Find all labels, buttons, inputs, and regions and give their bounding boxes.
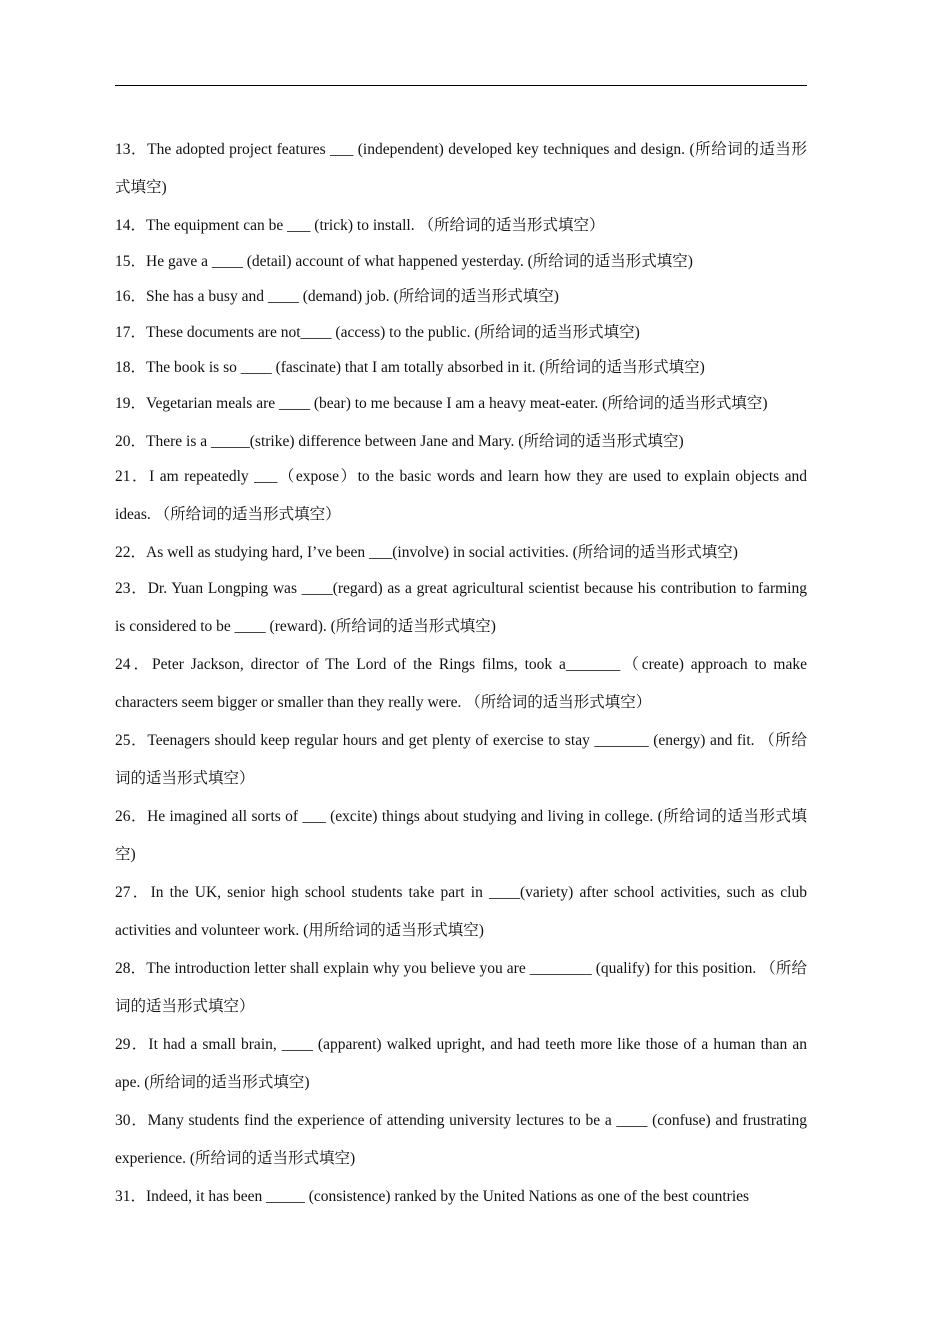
question-item <box>115 207 807 245</box>
question-text: He gave a ____ (detail) account of what happened yesterday. (所给词的适当形式填空) <box>146 252 693 270</box>
question-number: 28． <box>115 959 147 977</box>
question-number: 25． <box>115 731 148 749</box>
question-text: There is a _____(strike) difference between Jane and Mary. (所给词的适当形式填空) <box>146 432 684 450</box>
question-number: 30． <box>115 1111 148 1129</box>
question-item <box>115 458 807 534</box>
question-text: The book is so ____ (fascinate) that I am totally absorbed in it. (所给词的适当形式填空) <box>146 359 705 376</box>
question-text: The equipment can be ___ (trick) to install. （所给词的适当形式填空） <box>146 217 605 234</box>
question-number: 14． <box>115 217 147 234</box>
question-text: These documents are not____ (access) to the public. (所给词的适当形式填空) <box>146 323 640 341</box>
question-number: 13． <box>115 141 148 158</box>
question-number: 15． <box>115 252 147 270</box>
question-item <box>115 646 807 722</box>
question-list <box>115 131 807 1216</box>
question-text: She has a busy and ____ (demand) job. (所给词的适当形式填空) <box>146 288 559 305</box>
question-item <box>115 278 807 316</box>
question-item <box>115 314 807 352</box>
question-number: 26． <box>115 807 148 825</box>
question-item <box>115 423 807 461</box>
question-item <box>115 349 807 387</box>
question-text: Teenagers should keep regular hours and get plenty of exercise to stay _______ (energy) and fit. （所给词的适当形式填空） <box>115 731 807 787</box>
question-text: In the UK, senior high school students take part in ____(variety) after school activities, such as club activities and volunteer work. (用所给词的适当形式填空) <box>115 883 807 939</box>
question-item <box>115 385 807 423</box>
question-item <box>115 1102 807 1178</box>
question-number: 23． <box>115 579 148 597</box>
question-item <box>115 243 807 281</box>
question-number: 24． <box>115 655 153 673</box>
question-item <box>115 570 807 646</box>
question-item <box>115 534 807 572</box>
question-text: It had a small brain, ____ (apparent) walked upright, and had teeth more like those of a human than an ape. (所给词的适当形式填空) <box>115 1035 807 1091</box>
question-text: Many students find the experience of attending university lectures to be a ____ (confuse) and frustrating experience. (所给词的适当形式填空) <box>115 1111 807 1167</box>
question-text: The introduction letter shall explain why you believe you are ________ (qualify) for this position. （所给词的适当形式填空） <box>115 959 807 1015</box>
question-text: I am repeatedly ___（expose）to the basic words and learn how they are used to explain objects and ideas. （所给词的适当形式填空） <box>115 468 807 523</box>
question-number: 19． <box>115 394 147 412</box>
header-rule <box>115 85 807 86</box>
question-number: 21． <box>115 468 150 485</box>
question-text: He imagined all sorts of ___ (excite) things about studying and living in college. (所给词的适当形式填空) <box>115 807 807 863</box>
question-text: Indeed, it has been _____ (consistence) ranked by the United Nations as one of the best countries <box>146 1187 750 1205</box>
question-number: 17． <box>115 323 147 341</box>
question-item <box>115 1026 807 1102</box>
question-text: Dr. Yuan Longping was ____(regard) as a great agricultural scientist because his contribution to farming is considered to be ____ (reward). (所给词的适当形式填空) <box>115 579 807 635</box>
question-number: 16． <box>115 288 147 305</box>
question-text: The adopted project features ___ (independent) developed key techniques and design. (所给词的适当形式填空) <box>115 141 807 196</box>
question-text: Vegetarian meals are ____ (bear) to me because I am a heavy meat-eater. (所给词的适当形式填空) <box>146 394 768 412</box>
question-text: As well as studying hard, I’ve been ___(involve) in social activities. (所给词的适当形式填空) <box>146 544 738 561</box>
question-number: 27． <box>115 883 151 901</box>
question-number: 31． <box>115 1187 147 1205</box>
question-number: 20． <box>115 432 147 450</box>
question-number: 22． <box>115 544 147 561</box>
question-item <box>115 874 807 950</box>
question-number: 29． <box>115 1035 149 1053</box>
question-item <box>115 131 807 207</box>
question-number: 18． <box>115 359 147 376</box>
question-item <box>115 798 807 874</box>
question-item <box>115 1178 807 1216</box>
question-item <box>115 950 807 1026</box>
question-text: Peter Jackson, director of The Lord of the Rings films, took a_______（create) approach to make characters seem bigger or smaller than they really were. （所给词的适当形式填空） <box>115 655 807 711</box>
question-item <box>115 722 807 798</box>
